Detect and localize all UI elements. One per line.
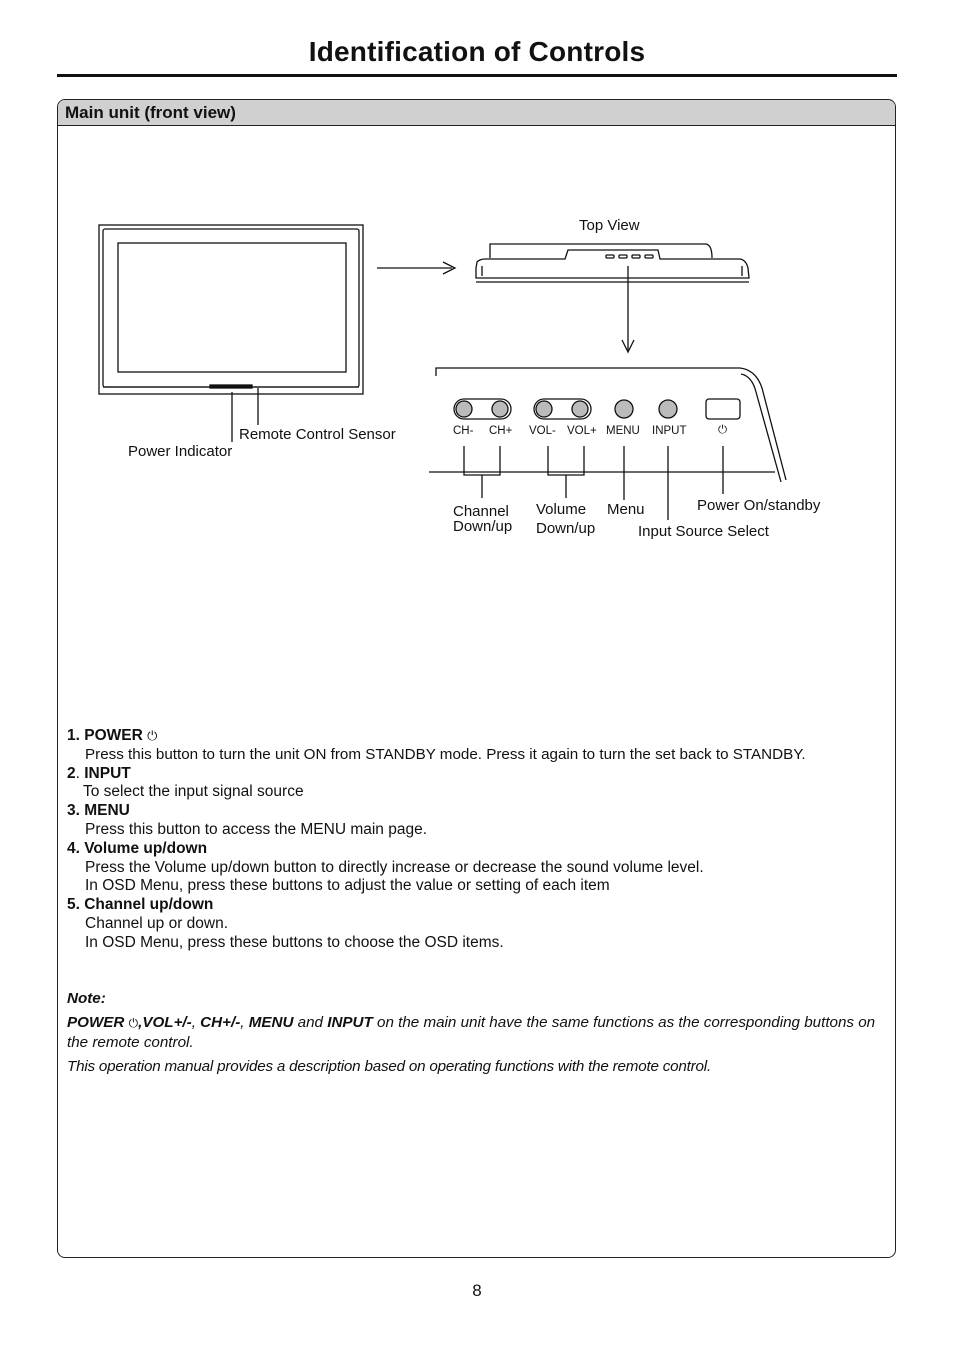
power-icon: ⏻ [147, 728, 158, 743]
volume-callout-2: Down/up [536, 520, 596, 537]
item-text: Channel up or down. [85, 914, 229, 932]
input-button-label: INPUT [652, 425, 687, 437]
controls-description-list [67, 727, 897, 953]
note-vol: ,VOL+/- [138, 1014, 192, 1031]
note-menu: MENU [248, 1014, 294, 1031]
vol-minus-label: VOL- [529, 425, 556, 437]
note-separator: , [191, 1014, 201, 1031]
ch-plus-label: CH+ [489, 425, 513, 437]
volume-callout: Volume [536, 501, 587, 518]
note-rest: on the main unit have the same functions as the corresponding buttons on the remote control. [67, 1014, 876, 1051]
page-number: 8 [472, 1281, 482, 1300]
note-paragraph-1 [67, 1013, 897, 1052]
menu-button-label: MENU [606, 425, 640, 437]
menu-callout: Menu [607, 501, 645, 518]
item-text: In OSD Menu, press these buttons to adjust the value or setting of each item [85, 877, 610, 895]
top-view-label: Top View [579, 217, 640, 234]
list-item-power [67, 727, 897, 746]
item-heading: INPUT [84, 764, 131, 782]
list-item-volume: 4. Volume up/down [67, 839, 208, 857]
item-text: In OSD Menu, press these buttons to choose the OSD items. [85, 933, 504, 951]
list-item-channel: 5. Channel up/down [67, 896, 214, 914]
list-item-menu: 3. MENU [67, 802, 130, 820]
item-text: Press the Volume up/down button to directly increase or decrease the sound volume level. [85, 858, 704, 876]
tv-top-view-illustration [476, 244, 749, 282]
note-ch: CH+/- [200, 1014, 241, 1031]
note-label: Note: [67, 990, 106, 1007]
note-power: POWER [67, 1014, 125, 1031]
channel-callout: Channel [453, 503, 509, 520]
channel-callout-2: Down/up [453, 518, 513, 535]
section-title: Main unit (front view) [58, 100, 895, 126]
note-paragraph-2: This operation manual provides a description based on operating functions with the remote control. [67, 1058, 711, 1075]
page-title: Identification of Controls [308, 36, 646, 67]
bracket-channel [464, 446, 500, 475]
note-separator: , [240, 1014, 249, 1031]
item-text: To select the input signal source [83, 783, 304, 801]
item-number-dot: . [75, 764, 85, 782]
ch-minus-label: CH- [453, 425, 474, 437]
bracket-volume [548, 446, 584, 475]
vol-plus-label: VOL+ [567, 425, 597, 437]
item-text: Press this button to turn the unit ON from STANDBY mode. Press it again to turn the set back to STANDBY. [85, 745, 806, 763]
note-and: and [293, 1014, 328, 1031]
item-heading: 1. POWER [67, 727, 143, 744]
power-callout: Power On/standby [697, 497, 821, 514]
power-indicator-label: Power Indicator [128, 443, 233, 460]
power-icon: ⏻ [128, 1016, 139, 1030]
input-source-callout: Input Source Select [638, 523, 769, 540]
power-icon: ⏻ [718, 424, 728, 436]
remote-sensor-label: Remote Control Sensor [239, 426, 396, 443]
item-number: 2 [67, 764, 76, 782]
item-text: Press this button to access the MENU main page. [85, 820, 428, 838]
list-item-input [67, 765, 897, 784]
tv-front-illustration [99, 225, 363, 394]
note-input: INPUT [327, 1014, 373, 1031]
